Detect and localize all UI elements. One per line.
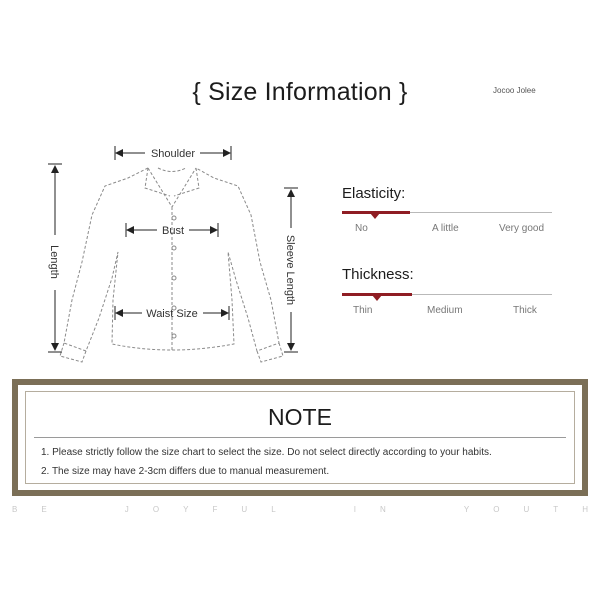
brand-logo-text: Jocoo Jolee	[493, 86, 536, 95]
motto-letter: N	[379, 505, 386, 514]
motto-letter: O	[493, 505, 500, 514]
elasticity-option: A little	[432, 223, 459, 234]
note-title: NOTE	[268, 404, 332, 430]
sleeve-label: Sleeve Length	[284, 234, 296, 306]
length-label: Length	[48, 245, 60, 279]
thickness-option: Thick	[513, 305, 537, 316]
elasticity-option: Very good	[499, 223, 545, 234]
shirt-outline	[60, 168, 283, 362]
thickness-pointer-icon	[372, 295, 382, 301]
motto-letter: U	[241, 505, 248, 514]
motto-letter: J	[124, 505, 129, 514]
page-title: { Size Information }	[192, 78, 408, 106]
motto-letter: L	[271, 505, 276, 514]
elasticity-pointer-icon	[370, 213, 380, 219]
thickness-option: Medium	[427, 305, 463, 316]
motto-letter: T	[553, 505, 559, 514]
motto-letter: O	[152, 505, 160, 514]
motto-letter: F	[212, 505, 218, 514]
thickness-option: Thin	[353, 305, 373, 316]
note-line: 2. The size may have 2-3cm differs due to manual measurement.	[41, 466, 330, 477]
waist-label: Waist Size	[146, 308, 198, 320]
motto-letter: I	[353, 505, 356, 514]
motto-letter: B	[12, 505, 18, 514]
motto-letter: Y	[183, 505, 189, 514]
motto-letter: H	[582, 505, 588, 514]
motto-letter: Y	[463, 505, 470, 514]
shoulder-label: Shoulder	[150, 148, 196, 160]
note-line: 1. Please strictly follow the size chart to select the size. Do not select directly according to your habits.	[41, 447, 492, 458]
note-inner-frame	[25, 391, 575, 484]
elasticity-option: No	[355, 223, 368, 234]
motto-letter: E	[41, 505, 47, 514]
note-divider	[34, 437, 566, 438]
elasticity-title: Elasticity:	[342, 185, 406, 202]
motto-letter: U	[523, 505, 530, 514]
bust-label: Bust	[161, 225, 185, 237]
motto-letters	[12, 505, 588, 514]
note-panel	[12, 379, 588, 496]
thickness-title: Thickness:	[342, 266, 414, 283]
